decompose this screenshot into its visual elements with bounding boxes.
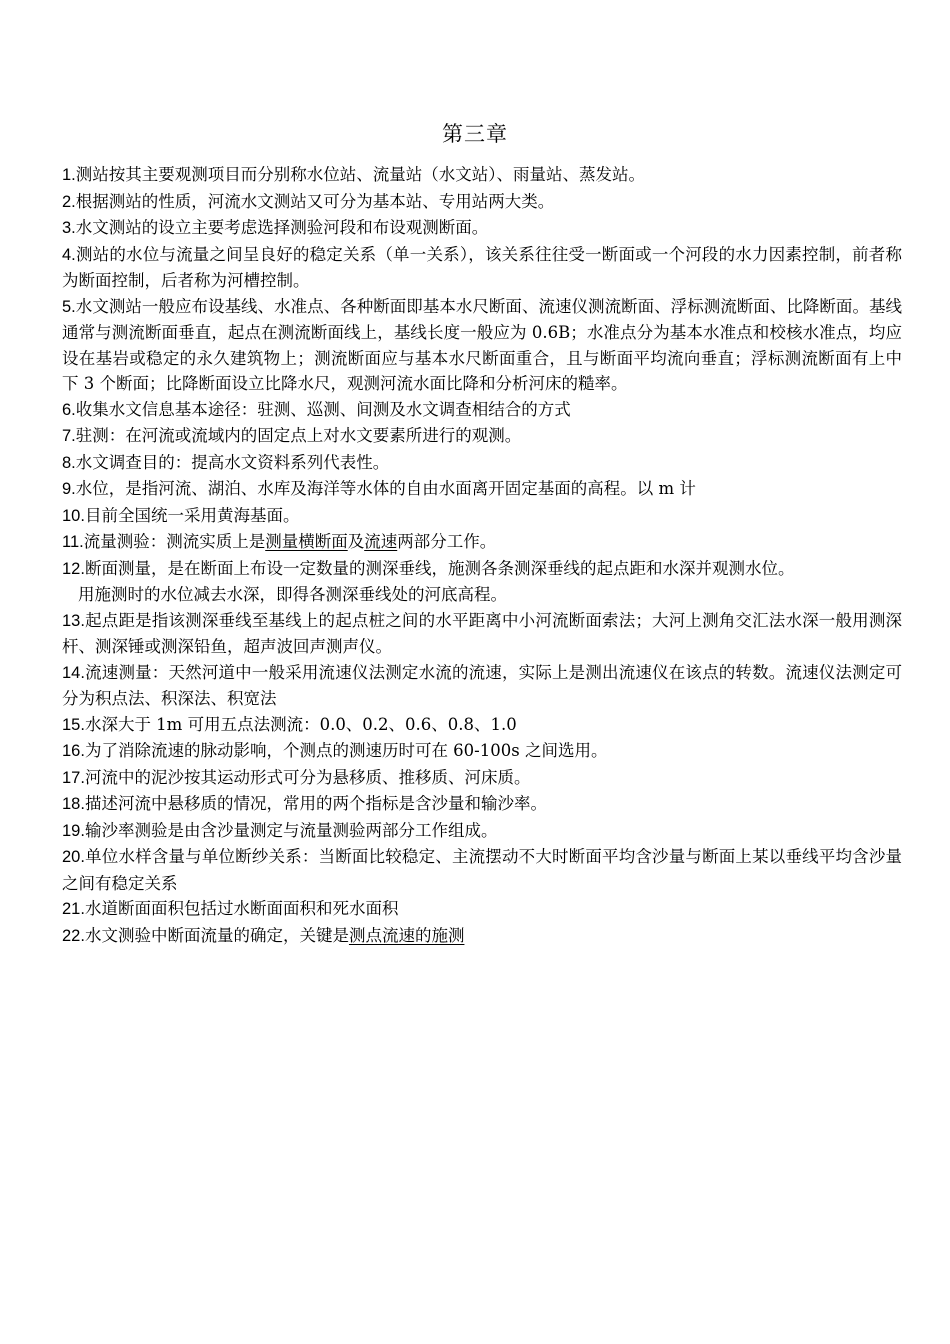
list-item <box>62 738 902 765</box>
item-text: 收集水文信息基本途径：驻测、巡测、间测及水文调查相结合的方式 <box>75 399 571 419</box>
list-item <box>62 476 902 503</box>
item-number: 1. <box>62 166 76 184</box>
item-number: 18. <box>62 795 85 813</box>
item-number: 21. <box>62 900 85 918</box>
item-number: 12. <box>62 559 85 578</box>
item-number: 2. <box>62 192 76 211</box>
list-item <box>62 215 902 242</box>
list-item <box>62 608 902 660</box>
list-item <box>62 660 902 712</box>
item-number: 10. <box>62 506 85 525</box>
item-text: 及 <box>347 532 365 551</box>
item-number: 19. <box>62 821 85 840</box>
item-text: 水文调查目的：提高水文资料系列代表性。 <box>75 452 390 472</box>
item-text-continued: 用施测时的水位减去水深，即得各测深垂线处的河底高程。 <box>78 585 507 604</box>
list-item <box>62 712 902 739</box>
item-number: 3. <box>62 219 76 237</box>
item-list <box>62 162 902 949</box>
list-item <box>62 529 902 556</box>
list-item <box>62 791 902 818</box>
item-number: 11. <box>62 533 84 551</box>
list-item <box>62 556 902 608</box>
item-number: 16. <box>62 742 85 760</box>
item-text: 水文测站一般应布设基线、水准点、各种断面即基本水尺断面、流速仪测流断面、浮标测流断面、比降断面。基线通常与测流断面垂直，起点在测流断面线上，基线长度一般应为 0.6B；水准点分为基本水准点和校核水准点，均应设在基岩或稳定的永久建筑物上；测流断面应与基本水尺断面重合，且与断面平均流向垂直；浮标测流断面有上中下 3 个断面；比降断面设立比降水尺，观测河流水面比降和分析河床的糙率。 <box>62 296 902 393</box>
item-text: 两部分工作。 <box>397 532 497 551</box>
list-item <box>62 450 902 477</box>
item-text: 描述河流中悬移质的情况，常用的两个指标是含沙量和输沙率。 <box>84 794 547 813</box>
item-text: 流速测量：天然河道中一般采用流速仪法测定水流的流速，实际上是测出流速仪在该点的转数。流速仪法测定可分为积点法、积深法、积宽法 <box>62 662 902 708</box>
item-number: 20. <box>62 848 85 866</box>
item-text: 单位水样含量与单位断纱关系：当断面比较稳定、主流摆动不大时断面平均含沙量与断面上某以垂线平均含沙量之间有稳定关系 <box>62 847 902 893</box>
item-number: 5. <box>62 297 76 316</box>
item-text: 水位，是指河流、湖泊、水库及海洋等水体的自由水面离开固定基面的高程。以 m 计 <box>75 479 696 498</box>
item-text: 目前全国统一采用黄海基面。 <box>84 505 300 525</box>
item-text: 水道断面面积包括过水断面面积和死水面积 <box>84 899 399 918</box>
underlined-term: 测点流速的施测 <box>348 925 465 945</box>
item-text: 根据测站的性质，河流水文测站又可分为基本站、专用站两大类。 <box>75 191 555 211</box>
item-text: 驻测：在河流或流域内的固定点上对水文要素所进行的观测。 <box>75 426 522 445</box>
list-item <box>62 818 902 845</box>
list-item <box>62 423 902 450</box>
item-number: 13. <box>62 611 85 630</box>
item-number: 15. <box>62 715 85 734</box>
item-number: 14. <box>62 663 85 682</box>
item-text: 测站的水位与流量之间呈良好的稳定关系（单一关系），该关系往往受一断面或一个河段的水力因素控制，前者称为断面控制，后者称为河槽控制。 <box>62 244 902 290</box>
item-number: 8. <box>62 453 76 472</box>
list-item <box>62 765 902 792</box>
item-number: 7. <box>62 427 76 445</box>
item-text: 水深大于 1m 可用五点法测流：0.0、0.2、0.6、0.8、1.0 <box>84 714 517 734</box>
list-item <box>62 162 902 189</box>
item-number: 9. <box>62 480 76 498</box>
item-text: 水文测站的设立主要考虑选择测验河段和布设观测断面。 <box>75 218 489 237</box>
chapter-title: 第三章 <box>442 122 508 146</box>
underlined-term: 流速 <box>364 532 398 551</box>
list-item <box>62 242 902 294</box>
list-item <box>62 503 902 530</box>
item-text: 输沙率测验是由含沙量测定与流量测验两部分工作组成。 <box>84 820 498 840</box>
item-text: 起点距是指该测深垂线至基线上的起点桩之间的水平距离中小河流断面索法；大河上测角交汇法水深一般用测深杆、测深锤或测深铅鱼，超声波回声测声仪。 <box>62 610 902 656</box>
item-text: 河流中的泥沙按其运动形式可分为悬移质、推移质、河床质。 <box>84 767 531 787</box>
item-number: 4. <box>62 245 76 264</box>
item-text: 测站按其主要观测项目而分别称水位站、流量站（水文站）、雨量站、蒸发站。 <box>75 165 646 184</box>
item-text: 为了消除流速的脉动影响，个测点的测速历时可在 60-100s 之间选用。 <box>84 741 608 760</box>
item-text: 断面测量，是在断面上布设一定数量的测深垂线，施测各条测深垂线的起点距和水深并观测水位。 <box>84 558 795 578</box>
list-item <box>62 189 902 216</box>
underlined-term: 测量横断面 <box>265 532 348 551</box>
list-item <box>62 397 902 424</box>
list-item <box>62 844 902 896</box>
list-item <box>62 923 902 950</box>
item-number: 6. <box>62 400 76 419</box>
item-text: 流量测验：测流实质上是 <box>83 532 266 551</box>
list-item <box>62 294 902 397</box>
item-text: 水文测验中断面流量的确定，关键是 <box>84 925 349 945</box>
item-number: 22. <box>62 926 85 945</box>
list-item <box>62 896 902 923</box>
item-number: 17. <box>62 768 85 787</box>
